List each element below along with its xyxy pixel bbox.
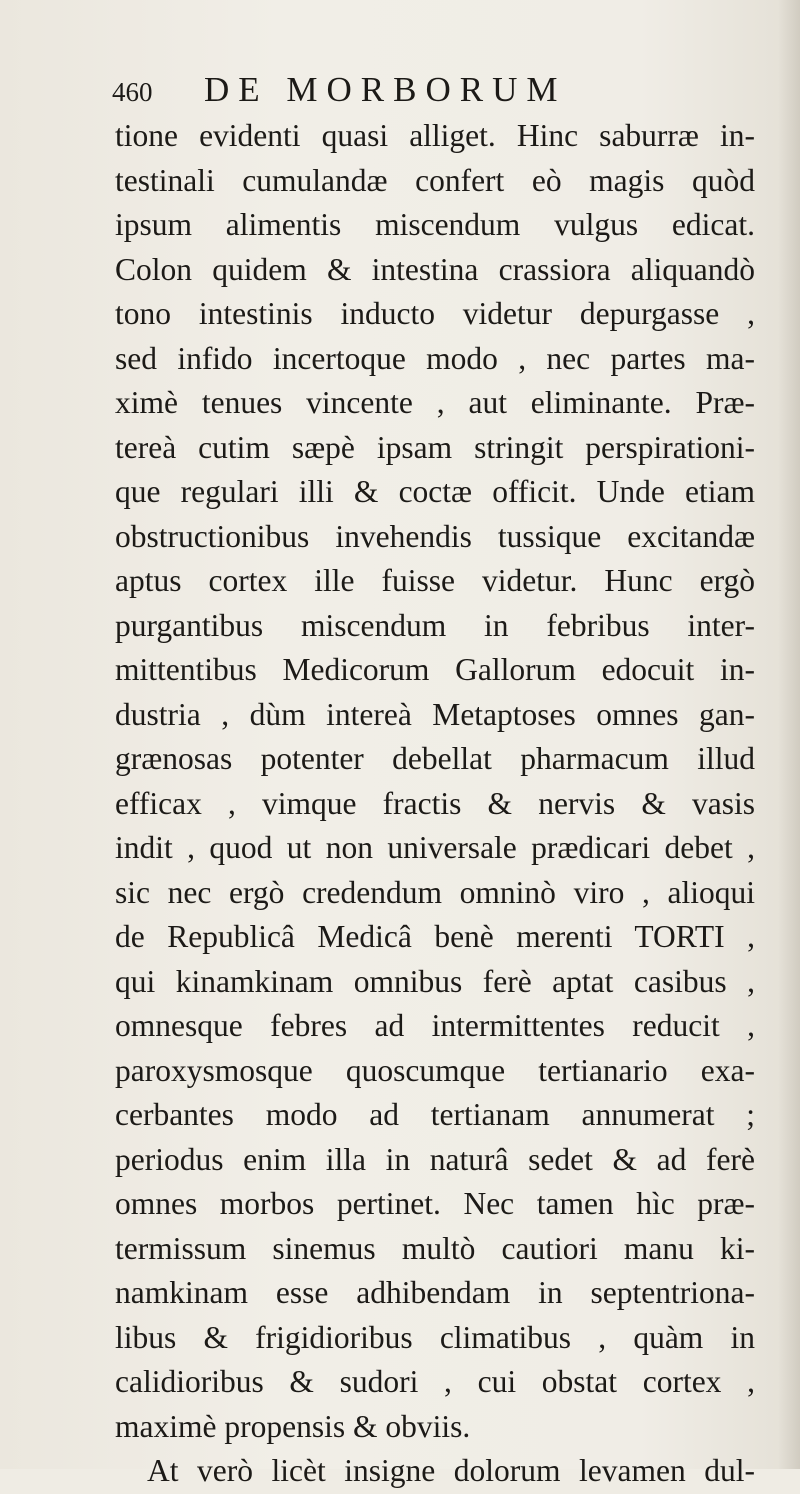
text-line: de Republicâ Medicâ benè merenti TORTI ,: [115, 919, 755, 954]
page-edge-shadow: [778, 0, 800, 1469]
text-line: libus & frigidioribus climatibus , quàm in: [115, 1319, 755, 1355]
text-line: termissum sinemus multò cautiori manu ki-: [115, 1230, 755, 1266]
text-line: grænosas potenter debellat pharmacum illud: [115, 741, 755, 776]
text-line: sic nec ergò credendum omninò viro , alioqui: [115, 874, 755, 910]
text-line: At verò licèt insigne dolorum levamen dul-: [147, 1453, 755, 1488]
text-line: maximè propensis & obviis.: [115, 1408, 471, 1444]
text-line: dustria , dùm intereà Metaptoses omnes gan-: [115, 696, 755, 732]
text-line: que regulari illi & coctæ officit. Unde etiam: [115, 474, 755, 509]
text-line: omnes morbos pertinet. Nec tamen hìc præ-: [115, 1186, 755, 1221]
text-line: efficax , vimque fractis & nervis & vasis: [115, 785, 755, 821]
text-line: sed infido incertoque modo , nec partes ma-: [115, 340, 755, 376]
text-line: cerbantes modo ad tertianam annumerat ;: [115, 1097, 755, 1132]
text-line: testinali cumulandæ confert eò magis quòd: [115, 162, 755, 198]
text-line: calidioribus & sudori , cui obstat cortex ,: [115, 1364, 755, 1399]
text-line: tione evidenti quasi alliget. Hinc saburræ in-: [115, 118, 755, 153]
page-number: 460: [112, 77, 153, 107]
text-line: aptus cortex ille fuisse videtur. Hunc ergò: [115, 563, 755, 598]
text-line: mittentibus Medicorum Gallorum edocuit in-: [115, 652, 755, 687]
body-text: [115, 114, 755, 1494]
text-line: omnesque febres ad intermittentes reducit ,: [115, 1008, 755, 1043]
text-line: tono intestinis inducto videtur depurgasse ,: [115, 296, 755, 331]
text-line: tereà cutim sæpè ipsam stringit perspirationi-: [115, 429, 755, 465]
running-head: [112, 70, 752, 114]
text-line: Colon quidem & intestina crassiora aliquandò: [115, 251, 755, 287]
text-line: ximè tenues vincente , aut eliminante. Præ-: [115, 385, 755, 420]
text-line: paroxysmosque quoscumque tertianario exa-: [115, 1052, 755, 1088]
text-line: obstructionibus invehendis tussique excitandæ: [115, 518, 755, 554]
text-line: purgantibus miscendum in febribus inter-: [115, 607, 755, 643]
text-line: periodus enim illa in naturâ sedet & ad ferè: [115, 1141, 755, 1177]
running-title: DE MORBORUM: [204, 70, 567, 109]
text-line: indit , quod ut non universale prædicari debet ,: [115, 830, 755, 865]
text-line: namkinam esse adhibendam in septentriona-: [115, 1275, 755, 1310]
text-line: qui kinamkinam omnibus ferè aptat casibus ,: [115, 963, 755, 999]
text-line: ipsum alimentis miscendum vulgus edicat.: [115, 207, 755, 242]
